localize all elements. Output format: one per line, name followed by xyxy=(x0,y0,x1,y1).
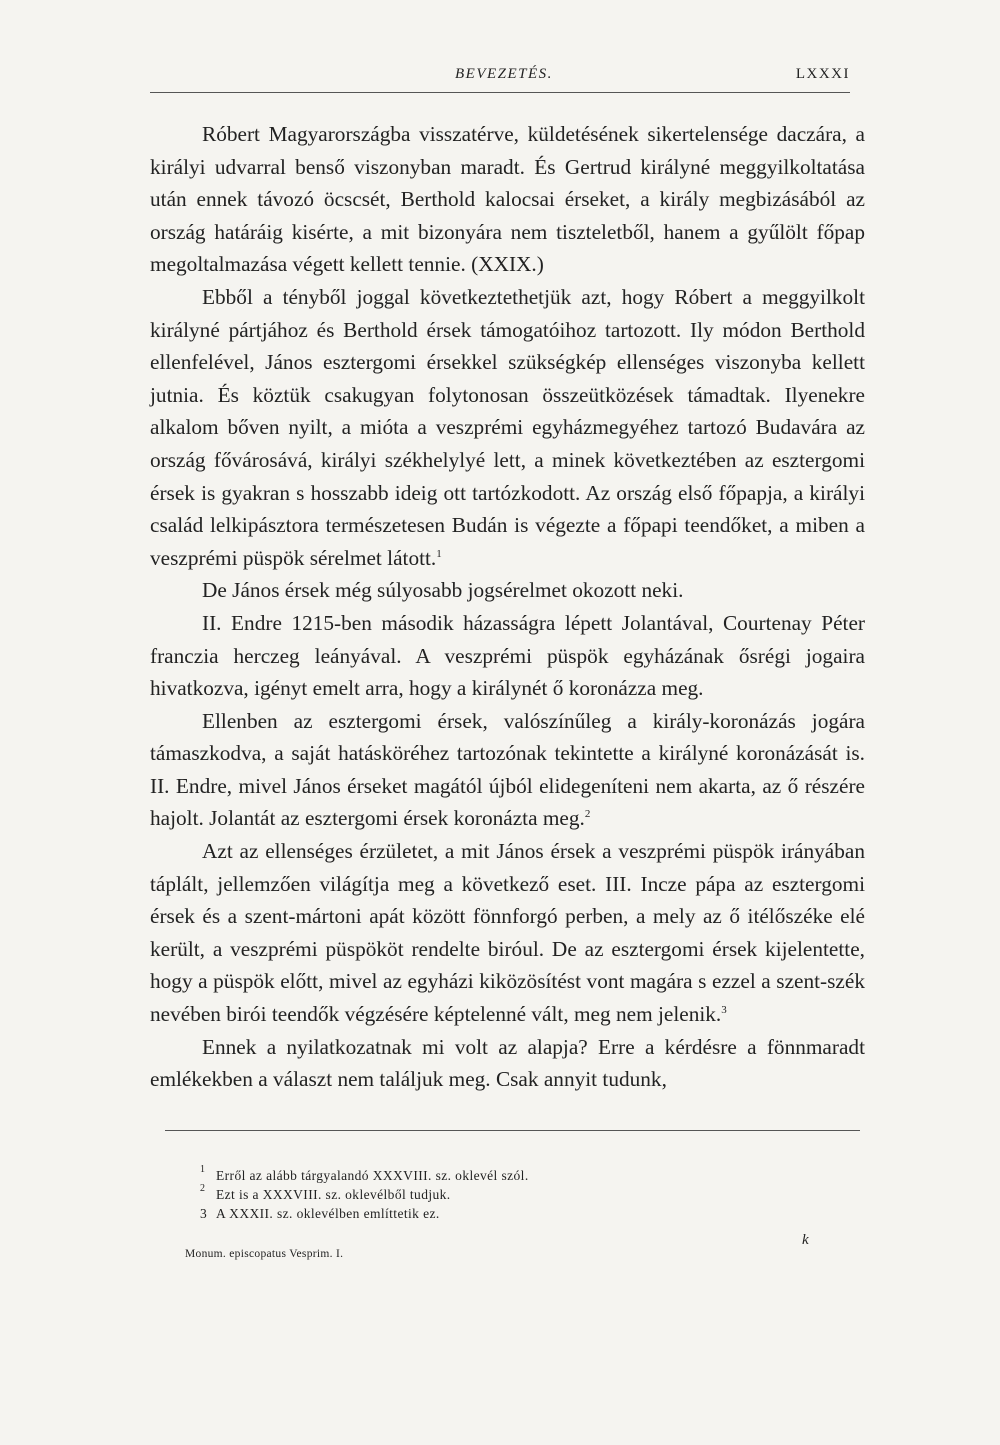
footnote: $^2$ Ezt is a XXXVIII. sz. oklevélből tudjuk. xyxy=(200,1183,451,1202)
signature-mark: Monum. episcopatus Vesprim. I. xyxy=(185,1248,344,1260)
paragraph xyxy=(150,118,865,281)
footnote-ref: 1 xyxy=(436,547,442,560)
body-text xyxy=(150,118,865,1096)
footnote: $^1$ Erről az alább tárgyalandó XXXVIII. sz. oklevél szól. xyxy=(200,1164,529,1183)
footnote xyxy=(200,1204,800,1223)
paragraph xyxy=(150,281,865,574)
paragraph xyxy=(150,835,865,1031)
footnote-text: Ezt is a XXXVIII. sz. oklevélből tudjuk. xyxy=(216,1187,451,1202)
page-number: LXXXI xyxy=(795,66,850,82)
paragraph xyxy=(150,574,865,607)
footnote-text: A XXXII. sz. oklevélben említtetik ez. xyxy=(216,1206,440,1221)
footnote-mark: 3 xyxy=(200,1206,208,1221)
running-head: BEVEZETÉS. xyxy=(455,66,553,82)
paragraph xyxy=(150,607,865,705)
footnote-text: Erről az alább tárgyalandó XXXVIII. sz. oklevél szól. xyxy=(216,1168,529,1183)
paragraph-text: II. Endre 1215-ben második házasságra lépett Jolantával, Courtenay Péter franczia herczeg leányával. A veszprémi püspök egyházának ősrégi jogaira hivatkozva, igényt emelt arra, hogy a királynét ő koronázza meg. xyxy=(150,610,865,701)
page-header xyxy=(150,62,850,93)
paragraph-text: Azt az ellenséges érzületet, a mit János érsek a veszprémi püspök irányában táplált, jellemzően világítja meg a következő eset. III. Incze pápa az esztergomi érsek és a szent-mártoni apát között fönnforgó perben, a mely az ő itélőszéke elé került, a veszprémi püspököt rendelte biróul. De az esztergomi érsek kijelentette, hogy a püspök előtt, mivel az egyházi kiközösítést vont magára s ezzel a szent-szék nevében birói teendők végzésére képtelenné vált, meg nem jelenik. xyxy=(150,839,865,1027)
paragraph-text: Ebből a tényből joggal következtethetjük azt, hogy Róbert a meggyilkolt királyné pártjához és Berthold érsek támogatóihoz tartozott. Ily módon Berthold ellenfelével, János esztergomi érsekkel szükségkép ellenséges viszonyba kellett jutnia. És köztük csakugyan folytonosan összeütközések támadtak. Ilyenekre alkalom bőven nyilt, a mióta a veszprémi egyházmegyéhez tartozó Budavára az ország fővárosává, királyi székhelylyé lett, a minek következtében az esztergomi érsek is gyakran s hosszabb ideig ott tartózkodott. Az ország első főpapja, a királyi család lelkipásztora természetesen Budán is végezte a főpapi teendőket, a miben a veszprémi püspök sérelmet látott. xyxy=(150,284,865,570)
signature-letter: k xyxy=(802,1232,809,1248)
paragraph-text: Róbert Magyarországba visszatérve, küldetésének sikertelensége daczára, a királyi udvarral benső viszonyban maradt. És Gertrud királyné meggyilkoltatása után ennek távozó öcscsét, Berthold kalocsai érseket, a király megbizásából az ország határáig kisérte, a mit bizonyára nem tiszteletből, hanem a gyűlölt főpap megoltalmazása végett kellett tennie. (XXIX.) xyxy=(150,122,865,277)
footnotes xyxy=(200,1166,800,1223)
paragraph-text: De János érsek még súlyosabb jogsérelmet okozott neki. xyxy=(202,578,684,603)
paragraph xyxy=(150,705,865,835)
paragraph xyxy=(150,1031,865,1096)
paragraph-text: Ellenben az esztergomi érsek, valószínűleg a király-koronázás jogára támaszkodva, a saját hatásköréhez tartozónak tekintette a királyné koronázását is. II. Endre, mivel János érseket magától újból elidegeníteni nem akarta, az ő részére hajolt. Jolantát az esztergomi érsek koronázta meg. xyxy=(150,708,865,831)
footnote-divider xyxy=(165,1130,860,1131)
footnote-ref: 3 xyxy=(721,1004,727,1017)
footnote-ref: 2 xyxy=(584,808,591,821)
paragraph-text: Ennek a nyilatkozatnak mi volt az alapja? Erre a kérdésre a fönnmaradt emlékekben a választ nem találjuk meg. Csak annyit tudunk, xyxy=(150,1034,865,1092)
